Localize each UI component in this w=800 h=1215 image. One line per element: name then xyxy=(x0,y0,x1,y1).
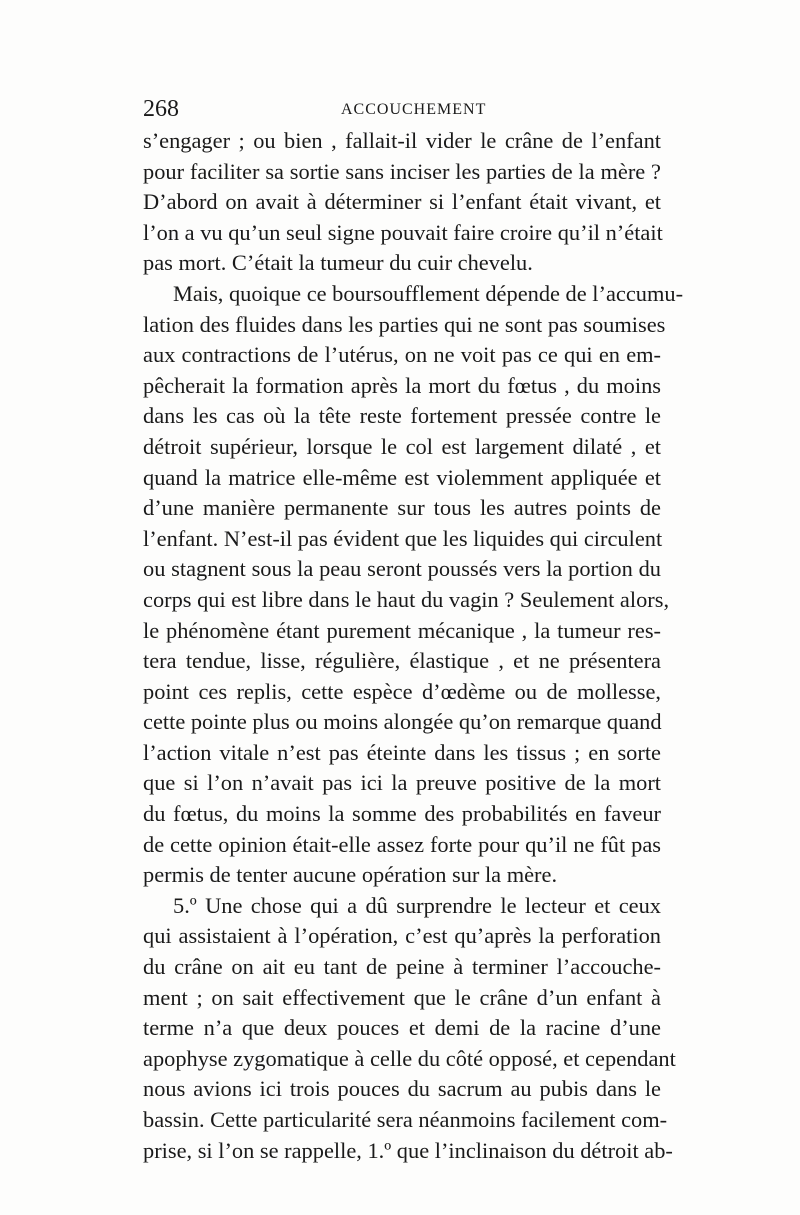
body-text xyxy=(143,126,684,1166)
text-line: détroit supérieur, lorsque le col est largement dilaté , et xyxy=(143,433,661,459)
text-line: prise, si l’on se rappelle, 1.º que l’inclinaison du détroit ab- xyxy=(143,1137,673,1163)
text-line: quand la matrice elle-même est violemment appliquée et xyxy=(143,464,661,490)
text-line: pas mort. C’était la tumeur du cuir chevelu. xyxy=(143,250,533,276)
text-line: pêcherait la formation après la mort du fœtus , du moins xyxy=(143,372,661,398)
text-line: qui assistaient à l’opération, c’est qu’après la perforation xyxy=(143,923,661,949)
page-number: 268 xyxy=(143,96,179,122)
running-title: ACCOUCHEMENT xyxy=(341,101,487,118)
text-line: d’une manière permanente sur tous les autres points de xyxy=(143,495,661,521)
text-line: terme n’a que deux pouces et demi de la racine d’une xyxy=(143,1015,661,1041)
text-line: de cette opinion était-elle assez forte pour qu’il ne fût pas xyxy=(143,831,661,857)
text-line: ment ; on sait effectivement que le crâne d’un enfant à xyxy=(143,984,661,1010)
text-line: l’on a vu qu’un seul signe pouvait faire croire qu’il n’était xyxy=(143,219,663,245)
text-line: que si l’on n’avait pas ici la preuve positive de la mort xyxy=(143,770,661,796)
text-line: aux contractions de l’utérus, on ne voit pas ce qui en em- xyxy=(143,342,661,368)
text-line: l’action vitale n’est pas éteinte dans les tissus ; en sorte xyxy=(143,739,661,765)
text-line: dans les cas où la tête reste fortement pressée contre le xyxy=(143,403,661,429)
text-line: point ces replis, cette espèce d’œdème ou de mollesse, xyxy=(143,678,661,704)
text-line: bassin. Cette particularité sera néanmoins facilement com- xyxy=(143,1107,668,1132)
text-line: s’engager ; ou bien , fallait-il vider le crâne de l’enfant xyxy=(143,128,661,153)
text-line: apophyse zygomatique à celle du côté opposé, et cependant xyxy=(143,1045,676,1071)
text-line: cette pointe plus ou moins alongée qu’on remarque quand xyxy=(143,709,662,735)
text-line: corps qui est libre dans le haut du vagin ? Seulement alors, xyxy=(143,586,670,612)
text-line: du fœtus, du moins la somme des probabilités en faveur xyxy=(143,801,661,827)
text-line: l’enfant. N’est-il pas évident que les liquides qui circulent xyxy=(143,525,663,551)
text-line: lation des fluides dans les parties qui ne sont pas soumises xyxy=(143,311,666,337)
text-line: 5.º Une chose qui a dû surprendre le lecteur et ceux xyxy=(173,892,661,918)
text-line: ou stagnent sous la peau seront poussés vers la portion du xyxy=(143,556,661,582)
text-line: du crâne on ait eu tant de peine à terminer l’accouche- xyxy=(143,954,661,980)
text-line: Mais, quoique ce boursoufflement dépende de l’accumu- xyxy=(173,280,684,306)
text-line: le phénomène étant purement mécanique , la tumeur res- xyxy=(143,617,661,643)
text-line: nous avions ici trois pouces du sacrum au pubis dans le xyxy=(143,1076,661,1102)
text-line: permis de tenter aucune opération sur la mère. xyxy=(143,862,558,888)
text-line: tera tendue, lisse, régulière, élastique , et ne présentera xyxy=(143,648,661,674)
text-line: D’abord on avait à déterminer si l’enfant était vivant, et xyxy=(143,189,661,215)
text-line: pour faciliter sa sortie sans inciser les parties de la mère ? xyxy=(143,158,661,184)
running-head xyxy=(143,94,658,124)
